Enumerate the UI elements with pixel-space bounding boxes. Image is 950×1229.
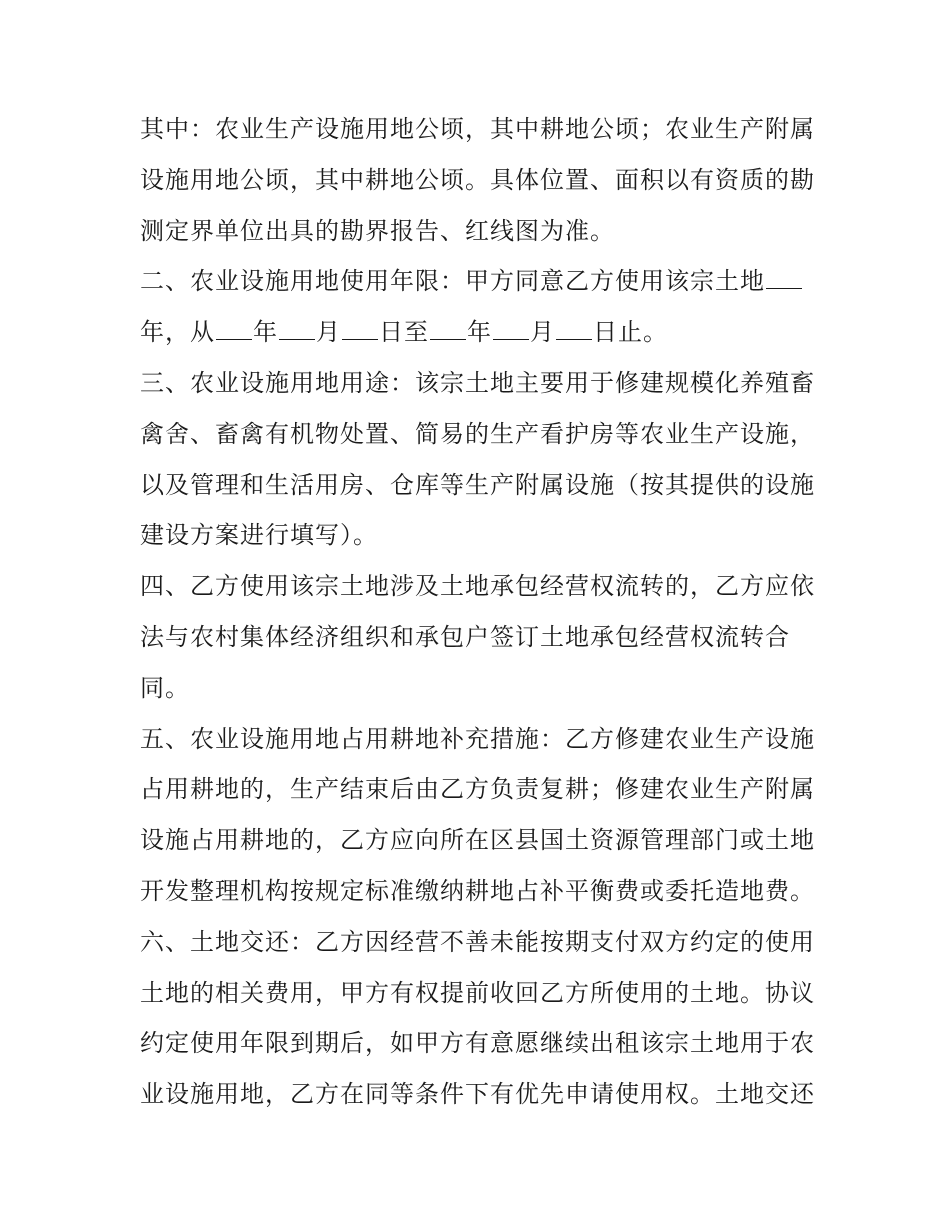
text-line: 开发整理机构按规定标准缴纳耕地占补平衡费或委托造地费。 — [140, 876, 815, 905]
contract-text — [140, 104, 820, 1120]
text-line-term-dates — [140, 307, 820, 358]
text-line: 土地的相关费用，甲方有权提前收回乙方所使用的土地。协议 — [140, 978, 815, 1007]
text-line: 四、乙方使用该宗土地涉及土地承包经营权流转的，乙方应依 — [140, 572, 815, 601]
text-line: 以及管理和生活用房、仓库等生产附属设施（按其提供的设施 — [140, 470, 815, 499]
blank-start-day — [342, 317, 378, 340]
blank-end-month — [493, 317, 529, 340]
text-line: 五、农业设施用地占用耕地补充措施：乙方修建农业生产设施 — [140, 724, 815, 753]
text-line: 业设施用地，乙方在同等条件下有优先申请使用权。土地交还 — [140, 1080, 815, 1109]
term-heading-text: 二、农业设施用地使用年限：甲方同意乙方使用该宗土地 — [140, 267, 765, 296]
text-line: 设施占用耕地的，乙方应向所在区县国土资源管理部门或土地 — [140, 826, 815, 855]
blank-start-year — [216, 317, 252, 340]
term-month2-label: 月 — [530, 318, 555, 347]
text-line: 测定界单位出具的勘界报告、红线图为准。 — [140, 216, 615, 245]
text-line-term-heading — [140, 256, 820, 307]
text-line: 设施用地公顷，其中耕地公顷。具体位置、面积以有资质的勘 — [140, 165, 815, 194]
text-line: 建设方案进行填写）。 — [140, 521, 378, 550]
blank-years-count — [766, 266, 802, 289]
text-line: 约定使用年限到期后，如甲方有意愿继续出租该宗土地用于农 — [140, 1029, 815, 1058]
text-line: 同。 — [140, 673, 190, 702]
text-line: 六、土地交还：乙方因经营不善未能按期支付双方约定的使用 — [140, 927, 815, 956]
text-line: 三、农业设施用地用途：该宗土地主要用于修建规模化养殖畜 — [140, 368, 815, 397]
blank-end-day — [556, 317, 592, 340]
term-day-end-label: 日止。 — [593, 318, 668, 347]
text-line: 法与农村集体经济组织和承包户签订土地承包经营权流转合 — [140, 622, 790, 651]
text-line: 占用耕地的，生产结束后由乙方负责复耕；修建农业生产附属 — [140, 775, 815, 804]
term-year-label: 年 — [253, 318, 278, 347]
text-line: 禽舍、畜禽有机物处置、简易的生产看护房等农业生产设施， — [140, 419, 815, 448]
text-line: 其中：农业生产设施用地公顷，其中耕地公顷；农业生产附属 — [140, 115, 815, 143]
term-year-from: 年，从 — [140, 318, 215, 347]
blank-end-year — [430, 317, 466, 340]
blank-start-month — [279, 317, 315, 340]
term-day-to-label: 日至 — [379, 318, 429, 347]
term-month-label: 月 — [316, 318, 341, 347]
term-year2-label: 年 — [467, 318, 492, 347]
